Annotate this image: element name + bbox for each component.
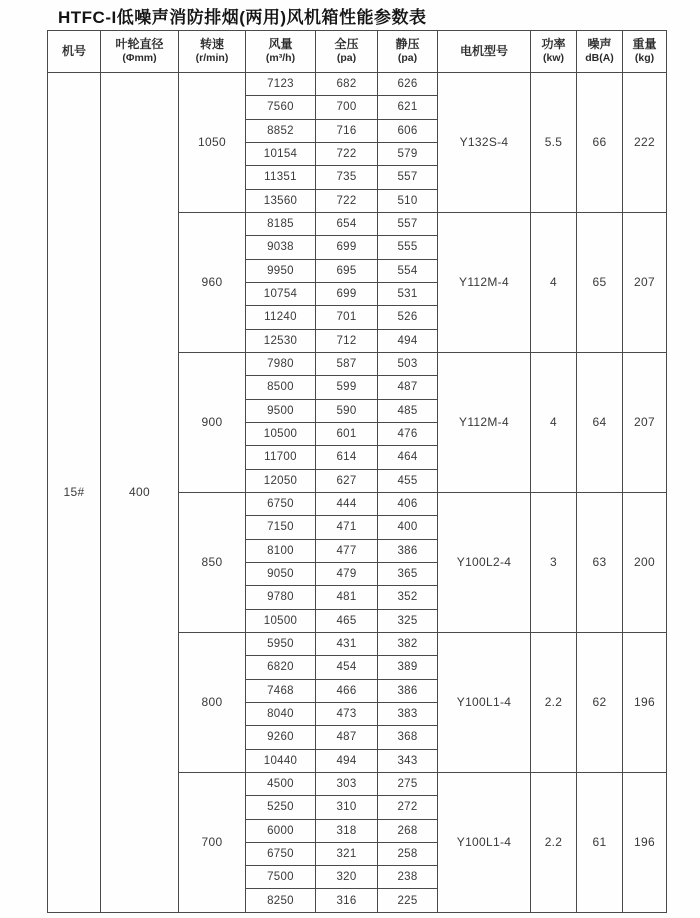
static-pressure-cell: 626 <box>378 73 438 96</box>
total-pressure-cell: 654 <box>316 212 378 235</box>
total-pressure-cell: 601 <box>316 422 378 445</box>
power-cell: 5.5 <box>531 73 577 213</box>
static-pressure-cell: 258 <box>378 842 438 865</box>
total-pressure-cell: 481 <box>316 586 378 609</box>
total-pressure-cell: 599 <box>316 376 378 399</box>
col-header-machine-no <box>48 31 101 73</box>
total-pressure-cell: 318 <box>316 819 378 842</box>
total-pressure-cell: 466 <box>316 679 378 702</box>
weight-cell: 207 <box>623 352 667 492</box>
noise-cell: 62 <box>577 632 623 772</box>
speed-cell: 700 <box>179 772 246 912</box>
static-pressure-cell: 238 <box>378 866 438 889</box>
col-header-unit: (kg) <box>634 52 655 65</box>
col-header-label: 功率 <box>541 36 566 51</box>
col-header-label: 机号 <box>61 43 86 58</box>
weight-cell: 207 <box>623 212 667 352</box>
airflow-cell: 11240 <box>246 306 316 329</box>
static-pressure-cell: 526 <box>378 306 438 329</box>
static-pressure-cell: 487 <box>378 376 438 399</box>
airflow-cell: 7150 <box>246 516 316 539</box>
total-pressure-cell: 700 <box>316 96 378 119</box>
col-header-noise <box>577 31 623 73</box>
total-pressure-cell: 695 <box>316 259 378 282</box>
col-header-weight <box>623 31 667 73</box>
airflow-cell: 12530 <box>246 329 316 352</box>
airflow-cell: 6000 <box>246 819 316 842</box>
static-pressure-cell: 386 <box>378 539 438 562</box>
total-pressure-cell: 303 <box>316 772 378 795</box>
static-pressure-cell: 494 <box>378 329 438 352</box>
col-header-impeller-diameter <box>101 31 179 73</box>
motor-model-cell: Y100L2-4 <box>438 492 531 632</box>
static-pressure-cell: 476 <box>378 422 438 445</box>
noise-cell: 61 <box>577 772 623 912</box>
speed-cell: 850 <box>179 492 246 632</box>
total-pressure-cell: 699 <box>316 282 378 305</box>
col-header-unit: dB(A) <box>585 52 614 65</box>
power-cell: 2.2 <box>531 772 577 912</box>
static-pressure-cell: 557 <box>378 166 438 189</box>
airflow-cell: 11700 <box>246 446 316 469</box>
total-pressure-cell: 479 <box>316 562 378 585</box>
total-pressure-cell: 590 <box>316 399 378 422</box>
static-pressure-cell: 368 <box>378 726 438 749</box>
airflow-cell: 8500 <box>246 376 316 399</box>
airflow-cell: 9780 <box>246 586 316 609</box>
machine-no-cell: 15# <box>48 73 101 913</box>
col-header-total-pressure <box>316 31 378 73</box>
total-pressure-cell: 454 <box>316 656 378 679</box>
total-pressure-cell: 682 <box>316 73 378 96</box>
total-pressure-cell: 722 <box>316 189 378 212</box>
static-pressure-cell: 383 <box>378 702 438 725</box>
col-header-motor-model <box>438 31 531 73</box>
airflow-cell: 10440 <box>246 749 316 772</box>
airflow-cell: 8852 <box>246 119 316 142</box>
speed-cell: 960 <box>179 212 246 352</box>
total-pressure-cell: 316 <box>316 889 378 912</box>
col-header-label: 静压 <box>395 36 420 51</box>
static-pressure-cell: 352 <box>378 586 438 609</box>
col-header-airflow <box>246 31 316 73</box>
total-pressure-cell: 627 <box>316 469 378 492</box>
total-pressure-cell: 722 <box>316 142 378 165</box>
col-header-unit: (kw) <box>543 52 564 65</box>
speed-cell: 1050 <box>179 73 246 213</box>
total-pressure-cell: 473 <box>316 702 378 725</box>
total-pressure-cell: 310 <box>316 796 378 819</box>
static-pressure-cell: 485 <box>378 399 438 422</box>
airflow-cell: 9950 <box>246 259 316 282</box>
static-pressure-cell: 554 <box>378 259 438 282</box>
airflow-cell: 6820 <box>246 656 316 679</box>
airflow-cell: 7500 <box>246 866 316 889</box>
airflow-cell: 11351 <box>246 166 316 189</box>
col-header-speed <box>179 31 246 73</box>
static-pressure-cell: 555 <box>378 236 438 259</box>
airflow-cell: 8040 <box>246 702 316 725</box>
airflow-cell: 9038 <box>246 236 316 259</box>
static-pressure-cell: 268 <box>378 819 438 842</box>
airflow-cell: 9260 <box>246 726 316 749</box>
weight-cell: 196 <box>623 772 667 912</box>
airflow-cell: 7560 <box>246 96 316 119</box>
noise-cell: 64 <box>577 352 623 492</box>
page-title: HTFC-I低噪声消防排烟(两用)风机箱性能参数表 <box>58 8 427 27</box>
col-header-label: 电机型号 <box>459 43 508 58</box>
weight-cell: 222 <box>623 73 667 213</box>
airflow-cell: 13560 <box>246 189 316 212</box>
airflow-cell: 6750 <box>246 842 316 865</box>
power-cell: 2.2 <box>531 632 577 772</box>
static-pressure-cell: 406 <box>378 492 438 515</box>
static-pressure-cell: 386 <box>378 679 438 702</box>
impeller-diameter-cell: 400 <box>101 73 179 913</box>
col-header-unit: (m³/h) <box>265 52 296 65</box>
noise-cell: 63 <box>577 492 623 632</box>
static-pressure-cell: 464 <box>378 446 438 469</box>
total-pressure-cell: 431 <box>316 632 378 655</box>
col-header-unit: (pa) <box>336 52 357 65</box>
total-pressure-cell: 320 <box>316 866 378 889</box>
total-pressure-cell: 321 <box>316 842 378 865</box>
total-pressure-cell: 494 <box>316 749 378 772</box>
static-pressure-cell: 579 <box>378 142 438 165</box>
fan-spec-table <box>47 30 667 913</box>
total-pressure-cell: 735 <box>316 166 378 189</box>
header-row <box>48 31 667 73</box>
col-header-power <box>531 31 577 73</box>
airflow-cell: 10500 <box>246 422 316 445</box>
airflow-cell: 8100 <box>246 539 316 562</box>
static-pressure-cell: 275 <box>378 772 438 795</box>
col-header-static-pressure <box>378 31 438 73</box>
total-pressure-cell: 487 <box>316 726 378 749</box>
total-pressure-cell: 477 <box>316 539 378 562</box>
power-cell: 4 <box>531 212 577 352</box>
total-pressure-cell: 614 <box>316 446 378 469</box>
total-pressure-cell: 716 <box>316 119 378 142</box>
total-pressure-cell: 712 <box>316 329 378 352</box>
static-pressure-cell: 455 <box>378 469 438 492</box>
total-pressure-cell: 701 <box>316 306 378 329</box>
motor-model-cell: Y100L1-4 <box>438 772 531 912</box>
static-pressure-cell: 400 <box>378 516 438 539</box>
total-pressure-cell: 465 <box>316 609 378 632</box>
airflow-cell: 10754 <box>246 282 316 305</box>
col-header-label: 风量 <box>268 36 293 51</box>
airflow-cell: 9500 <box>246 399 316 422</box>
motor-model-cell: Y112M-4 <box>438 352 531 492</box>
airflow-cell: 7468 <box>246 679 316 702</box>
power-cell: 3 <box>531 492 577 632</box>
airflow-cell: 7980 <box>246 352 316 375</box>
col-header-unit: (pa) <box>397 52 418 65</box>
speed-cell: 900 <box>179 352 246 492</box>
weight-cell: 200 <box>623 492 667 632</box>
motor-model-cell: Y100L1-4 <box>438 632 531 772</box>
airflow-cell: 9050 <box>246 562 316 585</box>
airflow-cell: 4500 <box>246 772 316 795</box>
airflow-cell: 10154 <box>246 142 316 165</box>
total-pressure-cell: 444 <box>316 492 378 515</box>
col-header-unit: (Φmm) <box>122 52 157 65</box>
static-pressure-cell: 382 <box>378 632 438 655</box>
total-pressure-cell: 587 <box>316 352 378 375</box>
col-header-label: 重量 <box>632 36 657 51</box>
static-pressure-cell: 389 <box>378 656 438 679</box>
total-pressure-cell: 471 <box>316 516 378 539</box>
airflow-cell: 7123 <box>246 73 316 96</box>
static-pressure-cell: 503 <box>378 352 438 375</box>
airflow-cell: 8250 <box>246 889 316 912</box>
airflow-cell: 5250 <box>246 796 316 819</box>
noise-cell: 65 <box>577 212 623 352</box>
table-row <box>48 73 667 96</box>
table-body <box>48 73 667 913</box>
col-header-unit: (r/min) <box>195 52 229 65</box>
static-pressure-cell: 606 <box>378 119 438 142</box>
noise-cell: 66 <box>577 73 623 213</box>
static-pressure-cell: 343 <box>378 749 438 772</box>
airflow-cell: 12050 <box>246 469 316 492</box>
power-cell: 4 <box>531 352 577 492</box>
col-header-label: 转速 <box>199 36 224 51</box>
weight-cell: 196 <box>623 632 667 772</box>
airflow-cell: 10500 <box>246 609 316 632</box>
static-pressure-cell: 225 <box>378 889 438 912</box>
static-pressure-cell: 510 <box>378 189 438 212</box>
col-header-label: 叶轮直径 <box>115 36 164 51</box>
col-header-label: 噪声 <box>587 36 612 51</box>
static-pressure-cell: 365 <box>378 562 438 585</box>
static-pressure-cell: 272 <box>378 796 438 819</box>
airflow-cell: 5950 <box>246 632 316 655</box>
motor-model-cell: Y112M-4 <box>438 212 531 352</box>
static-pressure-cell: 531 <box>378 282 438 305</box>
static-pressure-cell: 325 <box>378 609 438 632</box>
static-pressure-cell: 557 <box>378 212 438 235</box>
speed-cell: 800 <box>179 632 246 772</box>
static-pressure-cell: 621 <box>378 96 438 119</box>
motor-model-cell: Y132S-4 <box>438 73 531 213</box>
airflow-cell: 6750 <box>246 492 316 515</box>
col-header-label: 全压 <box>334 36 359 51</box>
table-header <box>48 31 667 73</box>
total-pressure-cell: 699 <box>316 236 378 259</box>
airflow-cell: 8185 <box>246 212 316 235</box>
